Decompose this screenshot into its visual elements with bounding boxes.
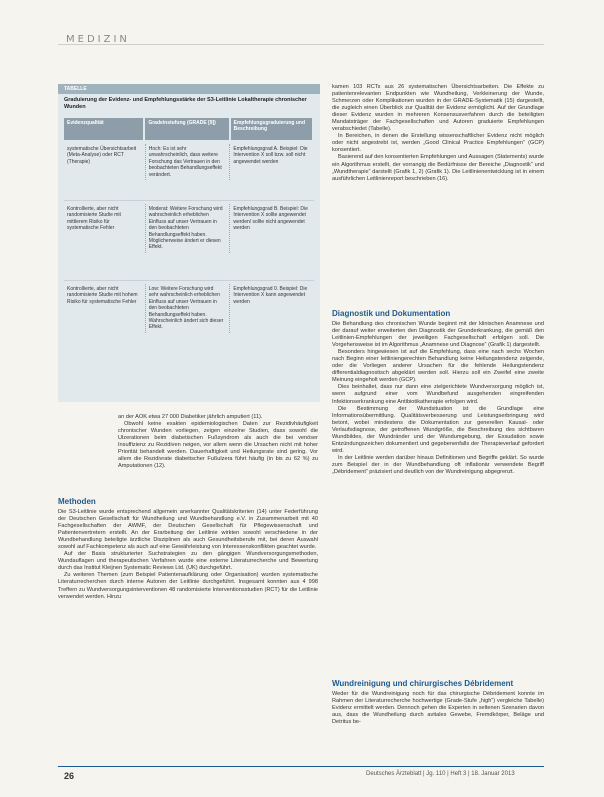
table-label: TABELLE <box>58 84 320 94</box>
diagnostik-heading: Diagnostik und Dokumentation <box>332 309 451 318</box>
methods-text <box>58 509 318 601</box>
journal-citation: Deutsches Ärzteblatt | Jg. 110 | Heft 3 | 18. Januar 2013 <box>366 771 515 777</box>
table-row <box>64 284 314 333</box>
table-header-row <box>64 118 314 140</box>
table-cell: Kontrollierte, aber nicht randomisierte Studie mit hohem Risiko für systematische Fehler <box>67 286 138 305</box>
table-row <box>64 144 314 180</box>
paragraph: Besonders hingewiesen ist auf die Empfehlung, dass eine nach sechs Wochen nach Beginn einer leitliniengerechten Behandlung keine Heilungstendenz zeigende, oder die Vorliegen anderer Ursachen für die fehlende Heilungstendenz differentialdiagnostisch abgeklärt werden soll. Hierzu soll ein Zweifel eine zweite Meinung eingeholt werden (GCP). <box>332 349 544 384</box>
table-cell: Kontrollierte, aber nicht randomisierte Studie mit mittlerem Risiko für systematische Fehler <box>67 206 121 232</box>
paragraph: Weder für die Wundreinigung noch für das chirurgische Débridement konnte im Rahmen der Literaturrecherche hochwertige (Grade-Stufe „high“) vergleiche Tabelle) Evidenz ermittelt werden. Dennoch gehen die Experten in seltenen Szenarien davon aus, dass die Wundheilung durch avitales Gewebe, Fremdkörper, Beläge und Detritus be- <box>332 691 544 726</box>
paragraph: Zu weiteren Themen (zum Beispiel Patientenaufklärung oder Organisation) wurden systematische Literaturrecherchen durch interne Autoren der Leitlinie durchgeführt. Insgesamt konnten aus 4 998 Treffern zu Wundversorgungsinterventionen 48 randomisierte Interventionsstudien (RCT) für die Leitlinie verwendet werden. Hinzu <box>58 572 318 600</box>
paragraph: Die Behandlung des chronischen Wunde beginnt mit der klinischen Anamnese und der darauf weiter erweiterten den Diagnostik der Grunderkrankung, die gemäß den Leitlinien-Empfehlungen der jeweiligen Fachgesellschaft erfolgen soll. Die Vorgehensweise ist im Algorithmus „Anamnese und Diagnose“ (Grafik 1) dargestellt. <box>332 321 544 349</box>
table-header-cell: Evidenzqualität <box>64 118 143 140</box>
wundreinigung-heading: Wundreinigung und chirurgisches Débridement <box>332 679 514 688</box>
evidence-table <box>58 84 320 402</box>
page-number: 26 <box>64 771 75 781</box>
section-header: MEDIZIN <box>66 34 130 45</box>
table-row <box>64 204 314 253</box>
table-cell: Hoch: Es ist sehr unwahrscheinlich, dass weitere Forschung das Vertrauen in den beobachteten Behandlungseffekt verändert. <box>145 144 228 180</box>
footer-rule <box>58 766 544 767</box>
table-cell: Empfehlungsgrad 0. Beispiel: Die Intervention X kann angewendet werden <box>229 284 312 333</box>
diagnostik-text <box>332 321 544 476</box>
paragraph: In der Leitlinie werden darüber hinaus Definitionen und Begriffe geklärt. So wurde zum Beispiel der in der Wundbehandlung oft inflationär verwendete Begriff „Débridement“ präzisiert und deutlich von der Wundreinigung abgegrenzt. <box>332 454 544 475</box>
table-title: Graduierung der Evidenz- und Empfehlungsstärke der S3-Leitlinie Lokaltherapie chronischer Wunden <box>64 97 307 110</box>
right-intro-text <box>332 84 544 183</box>
paragraph: Obwohl keine exakten epidemiologischen Daten zur Rezidivhäufigkeit chronischer Wunden vorliegen, zeigen einzelne Studien, dass sowohl die Ulzerationen beim diabetischen Fußsyndrom als auch die bei venöser Insuffizienz zu Rezidiven neigen, vor allem wenn die Ursachen nicht mit hoher Priorität behandelt werden. Dauerhaftigkeit und Heilungsrate sind gering. Vor allem die Rezidivrate diabetischer Fußulzera führt häufig (in bis zu 62 %) zu Amputationen (12). <box>118 421 318 470</box>
wundreinigung-text <box>332 691 544 726</box>
paragraph: Dies beinhaltet, dass nur dann eine zielgerichtete Wundversorgung möglich ist, wenn aufgrund einer vom Wundbefund ausgehenden eingreifenden Infektionserkrankung eine Antibiotikatherapie erfolgen wird. <box>332 384 544 405</box>
table-header-cell: Gradeinstufung (GRADE [9]) <box>145 118 228 140</box>
paragraph: Die Bestimmung der Wundsituation ist die Grundlage eine Informationsübermittlung. Qualitätsverbesserung und Leistungserbringung wird betont, wobei mindestens die Dokumentation zur generellen Kausal- oder Verlaufsdiagnose, der getroffenen Wundgröße, die Beschreibung des sichtbaren Wundbildes, der Wundränder und der Wundumgebung, der Exsudation sowie Entzündungszeichen dokumentiert und gegebenenfalls der Therapieverlauf gefordert wird. <box>332 405 544 454</box>
header-rule <box>58 44 544 45</box>
table-cell: Low: Weitere Forschung wird sehr wahrscheinlich erheblichen Einfluss auf unser Vertrauen in den beobachteten Behandlungseffekt haben. Wahrscheinlich ändert sich dieser Effekt. <box>145 284 228 333</box>
table-cell: systematische Übersichtsarbeit (Meta-Analyse) oder RCT (Therapie) <box>67 146 137 165</box>
row-divider <box>64 280 314 281</box>
paragraph: Die S3-Leitlinie wurde entsprechend allgemein anerkannter Qualitätskriterien (14) unter Federführung der Deutschen Gesellschaft für Wundheilung und Wundbehandlung e.V. in Zusammenarbeit mit 40 Fachgesellschaften der AWMF, der Deutschen Gesellschaft für Pflegewissenschaft und Patientenvertretern erstellt. An der Erarbeitung der Leitlinie wirkten sowohl verschiedene in der Wundbehandlung beteiligte ärztliche Disziplinen als auch Gesundheitsberufe mit, bei deren Auswahl sowohl auf Fachkompetenz als auch auf eine Gewährleistung von Interessenskonflikten geachtet wurde. <box>58 509 318 551</box>
paragraph: Basierend auf den konsentierten Empfehlungen und Aussagen (Statements) wurde ein Algorithmus erstellt, der vorrangig die Bedürfnisse der Bereiche „Diagnostik“ und „Wundtherapie“ darstellt (Grafik 1, 2) (Grafik 1). Die Leitlinienentwicklung ist in einem ausführlichen Leitlinienreport beschrieben (16). <box>332 154 544 182</box>
methods-heading: Methoden <box>58 497 96 506</box>
paragraph: an der AOK etwa 27 000 Diabetiker jährlich amputiert (11). <box>118 414 263 420</box>
row-divider <box>64 200 314 201</box>
paragraph: In Bereichen, in denen die Erstellung wissenschaftlicher Evidenz nicht möglich oder nicht angestrebt ist, werden „Good Clinical Practice Empfehlungen“ (GCP) konsentiert. <box>332 133 544 154</box>
table-header-cell: Empfehlungsgraduierung und Beschreibung <box>231 118 312 140</box>
intro-text <box>118 414 318 470</box>
table-cell: Empfehlungsgrad B. Beispiel: Die Intervention X sollte angewendet werden/ sollte nicht angewendet werden <box>229 204 312 253</box>
paragraph: kamen 103 RCTs aus 26 systematischen Übersichtsarbeiten. Die Effekte zu patientenrelevanten Endpunkten wie Wundheilung, Verkleinerung der Wunde, Schmerzen oder Komplikationen wurden in der GRADE-Systematik (15) dargestellt, die zugleich einen Überblick zur Qualität der Evidenz ermöglicht. Auf der Grundlage dieser Evidenz wurden in mehreren Konsensusverfahren durch die beteiligten Mandatsträger der Fachgesellschaften und Autoren graduierte Empfehlungen verabschiedet (Tabelle). <box>332 84 544 133</box>
paragraph: Auf der Basis strukturierter Suchstrategien zu den gängigen Wundversorgungsmethoden, Wundauflagen und therapeutischen Verfahren wurde eine externe Literaturrecherche und Bewertung durch das Institut Kleijnen Systematic Reviews Ltd. (UK) durchgeführt. <box>58 551 318 572</box>
table-cell: Moderat: Weitere Forschung wird wahrscheinlich erheblichen Einfluss auf unser Vertrauen in den beobachteten Behandlungseffekt haben. Möglicherweise ändert er diesen Effekt. <box>145 204 228 253</box>
table-cell: Empfehlungsgrad A. Beispiel: Die Intervention X soll bzw. soll nicht angewendet werden <box>229 144 312 180</box>
